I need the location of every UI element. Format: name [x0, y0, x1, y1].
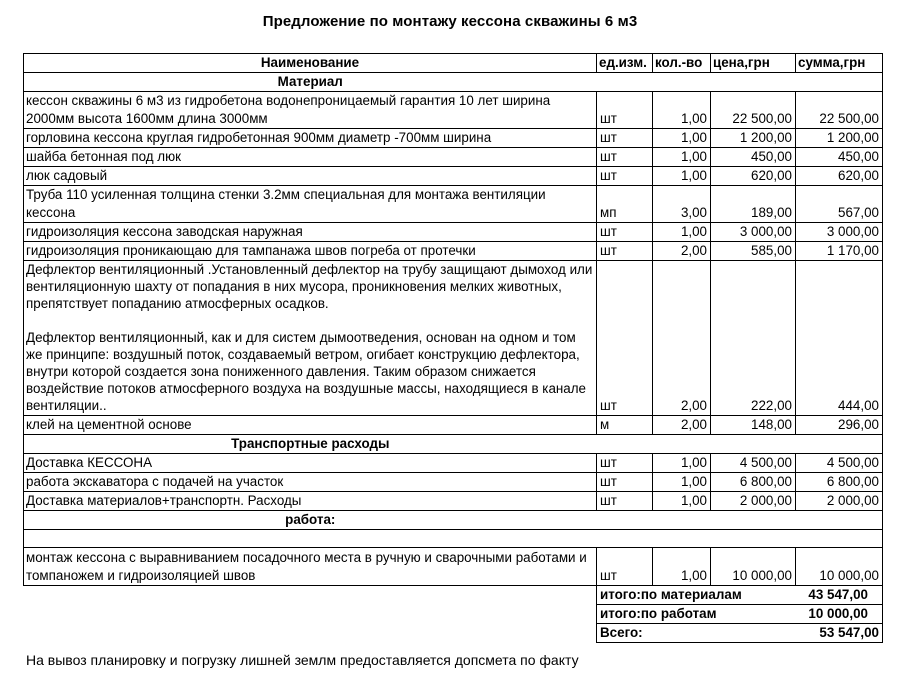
item-qty: 2,00 — [653, 416, 711, 435]
table-header-row — [24, 54, 883, 73]
item-sum: 296,00 — [796, 416, 883, 435]
item-unit: шт — [597, 454, 653, 473]
item-price: 2 000,00 — [711, 492, 796, 511]
item-sum: 22 500,00 — [796, 92, 883, 129]
table-row — [24, 167, 883, 186]
item-qty: 1,00 — [653, 167, 711, 186]
section-title-transport: Транспортные расходы — [24, 435, 597, 454]
header-qty: кол.-во — [653, 54, 711, 73]
document-title: Предложение по монтажу кессона скважины 6 м3 — [262, 13, 638, 30]
item-price: 148,00 — [711, 416, 796, 435]
item-qty: 2,00 — [653, 261, 711, 416]
table-row — [24, 129, 883, 148]
table-row — [24, 454, 883, 473]
item-qty: 1,00 — [653, 129, 711, 148]
table-row — [24, 242, 883, 261]
item-unit: шт — [597, 492, 653, 511]
item-unit: шт — [597, 167, 653, 186]
item-sum: 567,00 — [796, 186, 883, 223]
section-title-material: Материал — [24, 73, 597, 92]
item-price: 222,00 — [711, 261, 796, 416]
table-row — [24, 261, 883, 416]
item-unit: шт — [597, 473, 653, 492]
item-name: Труба 110 усиленная толщина стенки 3.2мм специальная для монтажа вентиляции кессона — [24, 186, 597, 223]
item-name: Доставка материалов+транспортн. Расходы — [24, 492, 597, 511]
header-sum: сумма,грн — [796, 54, 883, 73]
item-price: 1 200,00 — [711, 129, 796, 148]
item-price: 6 800,00 — [711, 473, 796, 492]
item-sum: 1 200,00 — [796, 129, 883, 148]
table-row — [24, 223, 883, 242]
item-name: шайба бетонная под люк — [24, 148, 597, 167]
total-value: 10 000,00 — [796, 605, 883, 624]
item-sum: 4 500,00 — [796, 454, 883, 473]
total-label: итого:по работам — [597, 605, 711, 624]
item-unit: мп — [597, 186, 653, 223]
total-row-materials — [24, 586, 883, 605]
item-qty: 1,00 — [653, 492, 711, 511]
item-price: 585,00 — [711, 242, 796, 261]
header-price: цена,грн — [711, 54, 796, 73]
section-title-work: работа: — [24, 511, 597, 530]
item-qty: 1,00 — [653, 473, 711, 492]
item-unit: шт — [597, 129, 653, 148]
item-price: 3 000,00 — [711, 223, 796, 242]
total-label: итого:по материалам — [597, 586, 711, 605]
item-sum: 450,00 — [796, 148, 883, 167]
item-sum: 10 000,00 — [796, 548, 883, 586]
item-qty: 1,00 — [653, 223, 711, 242]
item-qty: 1,00 — [653, 148, 711, 167]
item-sum: 6 800,00 — [796, 473, 883, 492]
item-sum: 444,00 — [796, 261, 883, 416]
item-price: 620,00 — [711, 167, 796, 186]
item-name: Доставка КЕССОНА — [24, 454, 597, 473]
estimate-table — [23, 53, 883, 643]
total-row-work — [24, 605, 883, 624]
table-row — [24, 148, 883, 167]
total-value: 53 547,00 — [796, 624, 883, 643]
item-description-2: Дефлектор вентиляционный, как и для систем дымоотведения, основан на одном и том же принципе: воздушный поток, создаваемый ветром, огибает конструкцию дефлектора, внутри которой создается зона пониженного давления. Таким образом снижается воздействие потоков атмосферного воздуха на воздушные массы, находящиеся в канале вентиляции.. — [26, 330, 586, 413]
item-sum: 3 000,00 — [796, 223, 883, 242]
item-price: 10 000,00 — [711, 548, 796, 586]
item-price: 4 500,00 — [711, 454, 796, 473]
item-name: работа экскаватора с подачей на участок — [24, 473, 597, 492]
table-row — [24, 492, 883, 511]
item-qty: 1,00 — [653, 92, 711, 129]
item-name: горловина кессона круглая гидробетонная 900мм диаметр -700мм ширина — [24, 129, 597, 148]
item-sum: 1 170,00 — [796, 242, 883, 261]
item-sum: 620,00 — [796, 167, 883, 186]
item-price: 189,00 — [711, 186, 796, 223]
section-row-material — [24, 73, 883, 92]
item-unit: шт — [597, 92, 653, 129]
item-qty: 3,00 — [653, 186, 711, 223]
table-row — [24, 473, 883, 492]
item-price: 22 500,00 — [711, 92, 796, 129]
item-unit: шт — [597, 242, 653, 261]
header-name: Наименование — [24, 54, 597, 73]
item-name: монтаж кессона с выравниванием посадочного места в ручную и сварочными работами и томпаножем и гидроизоляцией швов — [24, 548, 597, 586]
item-qty: 1,00 — [653, 454, 711, 473]
table-row — [24, 548, 883, 586]
total-label: Всего: — [597, 624, 711, 643]
item-unit: шт — [597, 223, 653, 242]
item-name — [24, 261, 597, 416]
total-value: 43 547,00 — [796, 586, 883, 605]
item-name: кессон скважины 6 м3 из гидробетона водонепроницаемый гарантия 10 лет ширина 2000мм высота 1600мм длина 3000мм — [24, 92, 597, 129]
total-row-grand — [24, 624, 883, 643]
item-name: люк садовый — [24, 167, 597, 186]
item-name: клей на цементной основе — [24, 416, 597, 435]
item-price: 450,00 — [711, 148, 796, 167]
item-unit: шт — [597, 548, 653, 586]
item-name: гидроизоляция проникающаю для тампанажа швов погреба от протечки — [24, 242, 597, 261]
section-row-transport — [24, 435, 883, 454]
item-sum: 2 000,00 — [796, 492, 883, 511]
table-row — [24, 186, 883, 223]
item-unit: шт — [597, 261, 653, 416]
empty-row — [24, 530, 883, 548]
table-row — [24, 416, 883, 435]
item-name: гидроизоляция кессона заводская наружная — [24, 223, 597, 242]
section-row-work — [24, 511, 883, 530]
table-row — [24, 92, 883, 129]
item-description-1: Дефлектор вентиляционный .Установленный дефлектор на трубу защищают дымоход или вентиляционную шахту от попадания в них мусора, проникновения мелких животных, препятствует попаданию атмосферных осадков. — [26, 262, 593, 311]
item-qty: 1,00 — [653, 548, 711, 586]
item-qty: 2,00 — [653, 242, 711, 261]
item-unit: м — [597, 416, 653, 435]
header-unit: ед.изм. — [597, 54, 653, 73]
footer-note: На вывоз планировку и погрузку лишней землм предоставляется допсмета по факту — [26, 652, 579, 668]
item-unit: шт — [597, 148, 653, 167]
